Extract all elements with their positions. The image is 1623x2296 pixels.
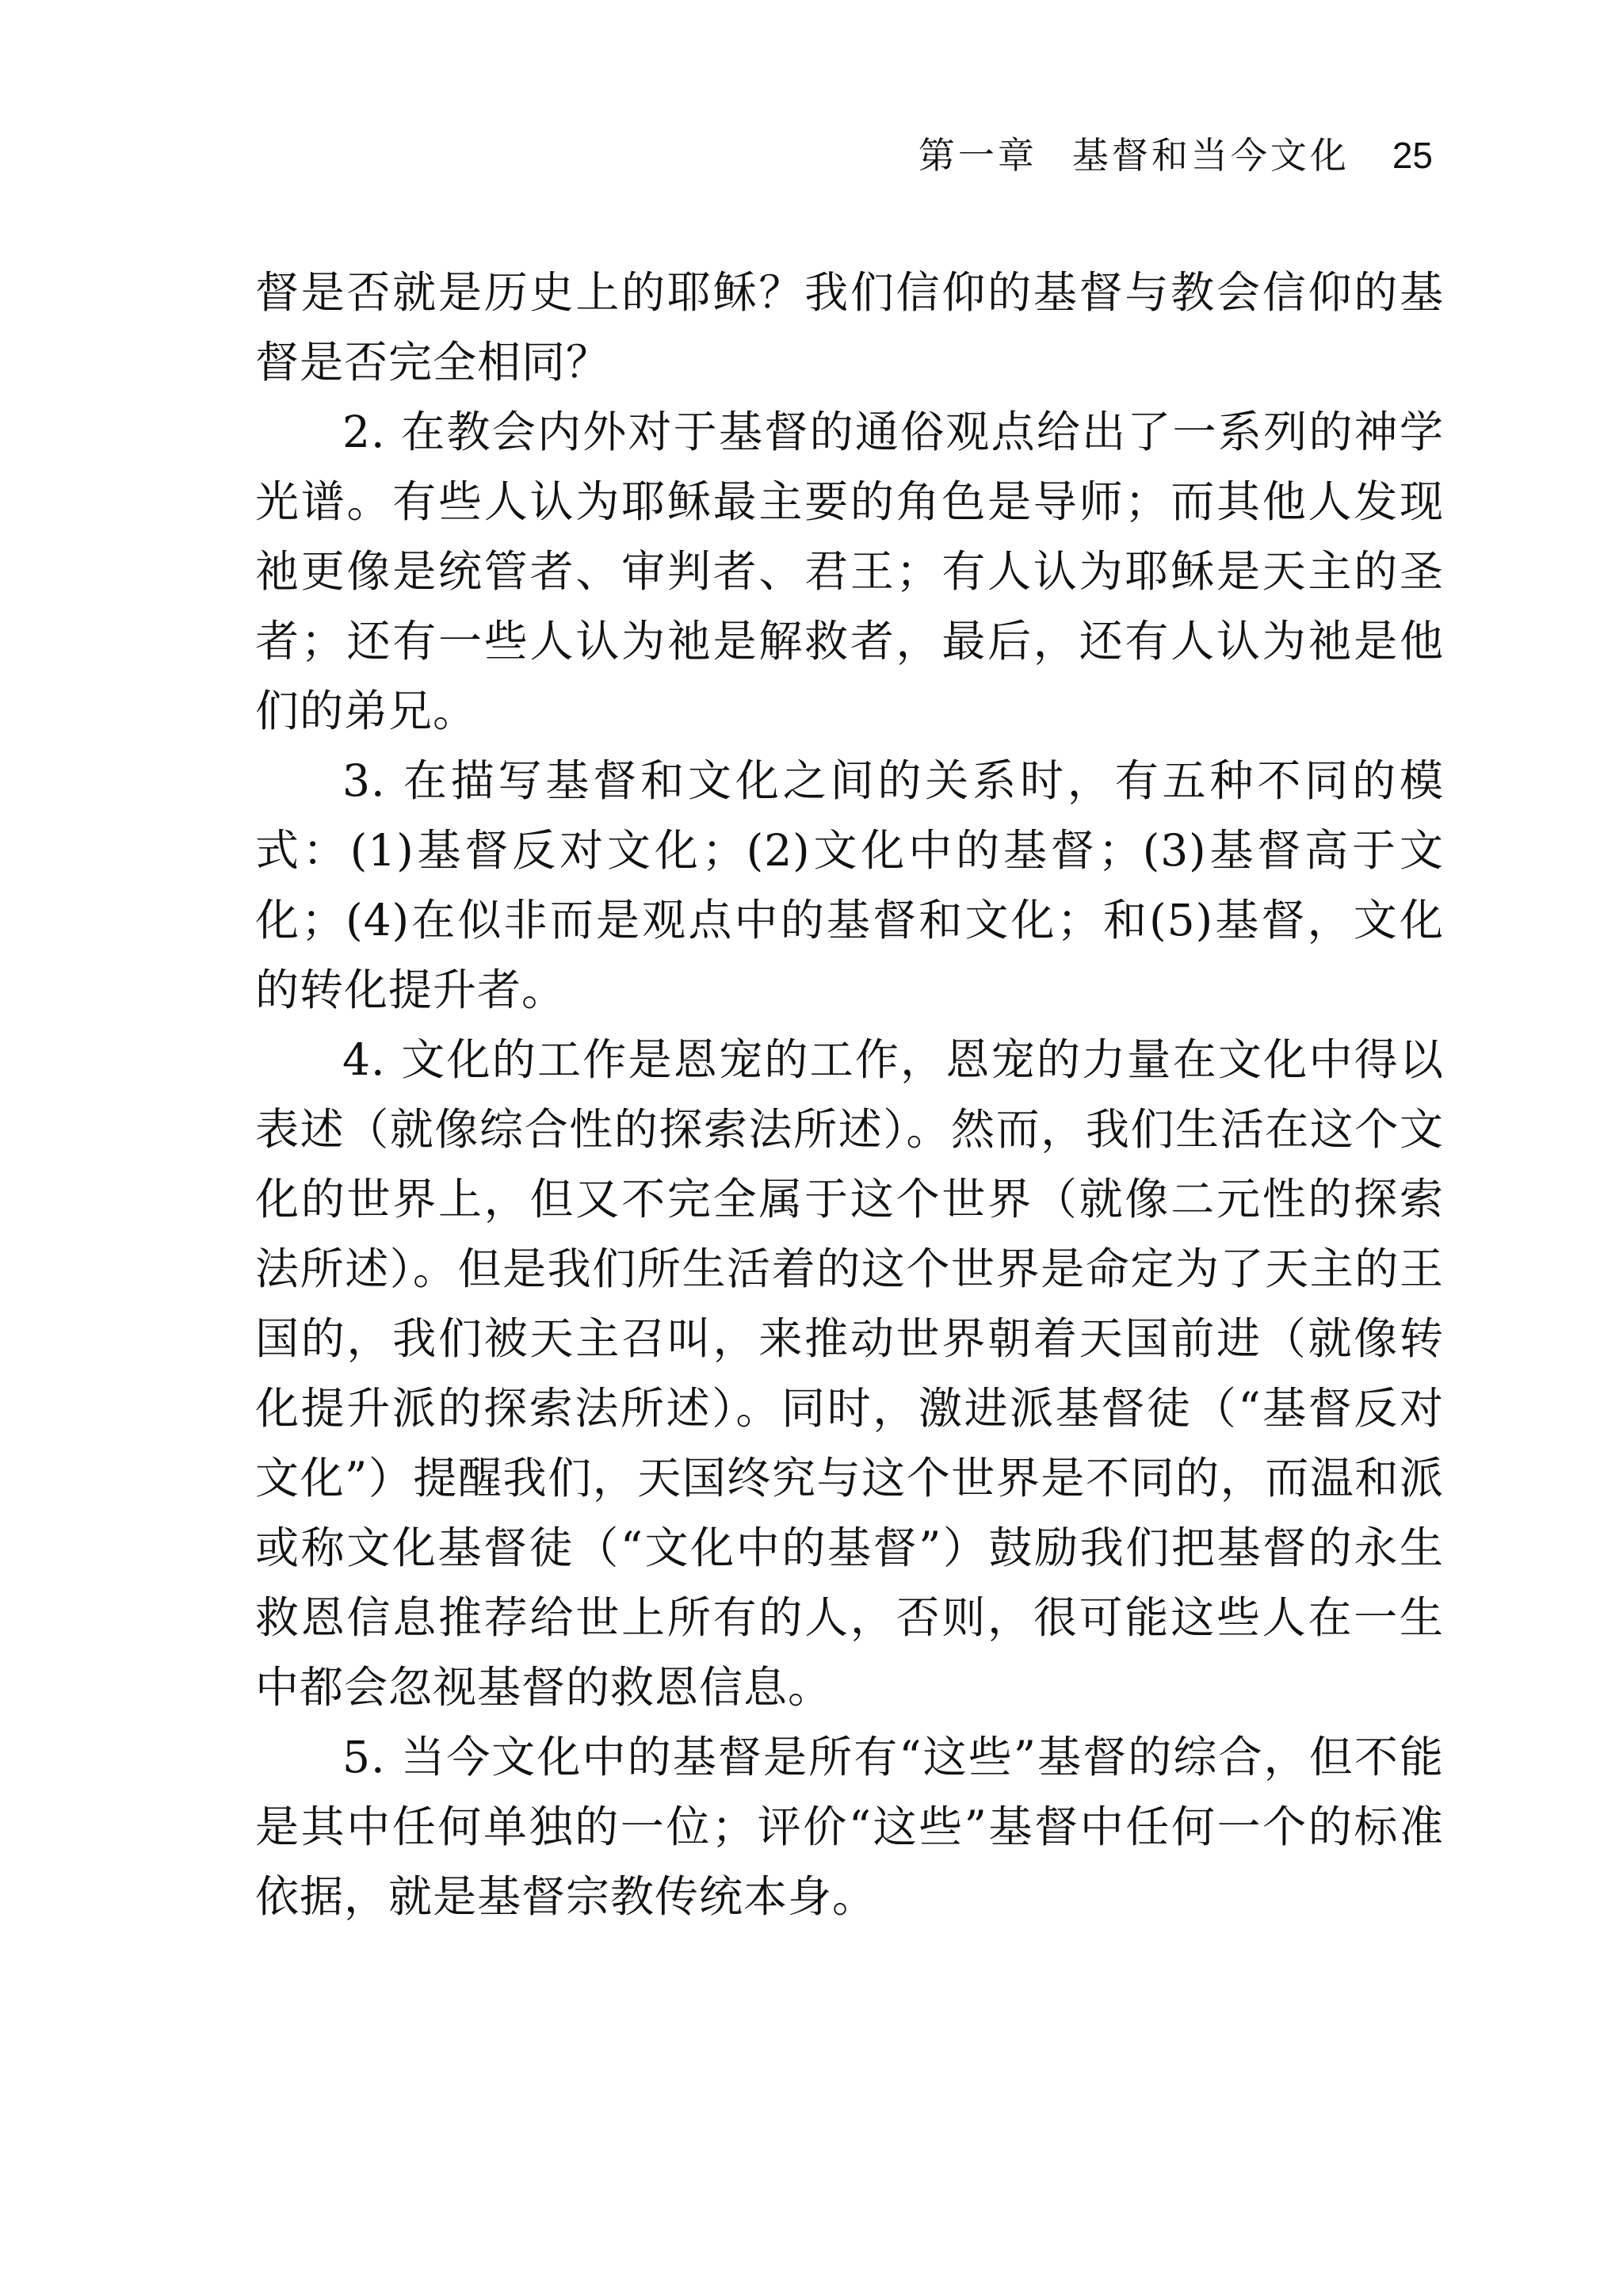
body-text — [255, 258, 1444, 1931]
paragraph-point-4: 4. 文化的工作是恩宠的工作，恩宠的力量在文化中得以表述（就像综合性的探索法所述）。然而，我们生活在这个文化的世界上，但又不完全属于这个世界（就像二元性的探索法所述）。但是我们所生活着的这个世界是命定为了天主的王国的，我们被天主召叫，来推动世界朝着天国前进（就像转化提升派的探索法所述）。同时，激进派基督徒（“基督反对文化”）提醒我们，天国终究与这个世界是不同的，而温和派或称文化基督徒（“文化中的基督”）鼓励我们把基督的永生救恩信息推荐给世上所有的人，否则，很可能这些人在一生中都会忽视基督的救恩信息。 — [255, 1034, 1444, 1713]
paragraph-point-3: 3. 在描写基督和文化之间的关系时，有五种不同的模式：(1)基督反对文化；(2)文化中的基督；(3)基督高于文化；(4)在似非而是观点中的基督和文化；和(5)基督，文化的转化提升者。 — [255, 755, 1444, 1015]
paragraph-point-5: 5. 当今文化中的基督是所有“这些”基督的综合，但不能是其中任何单独的一位；评价“这些”基督中任何一个的标准依据，就是基督宗教传统本身。 — [255, 1732, 1444, 1922]
chapter-title: 基督和当今文化 — [1071, 134, 1350, 177]
chapter-label: 第一章 — [918, 134, 1037, 177]
page-number: 25 — [1392, 135, 1433, 176]
paragraph-point-2: 2. 在教会内外对于基督的通俗观点给出了一系列的神学光谱。有些人认为耶稣最主要的角色是导师；而其他人发现祂更像是统管者、审判者、君王；有人认为耶稣是天主的圣者；还有一些人认为祂是解救者，最后，还有人认为祂是他们的弟兄。 — [255, 407, 1444, 736]
paragraph-continued: 督是否就是历史上的耶稣？我们信仰的基督与教会信仰的基督是否完全相同？ — [255, 267, 1444, 388]
running-head — [918, 127, 1433, 179]
